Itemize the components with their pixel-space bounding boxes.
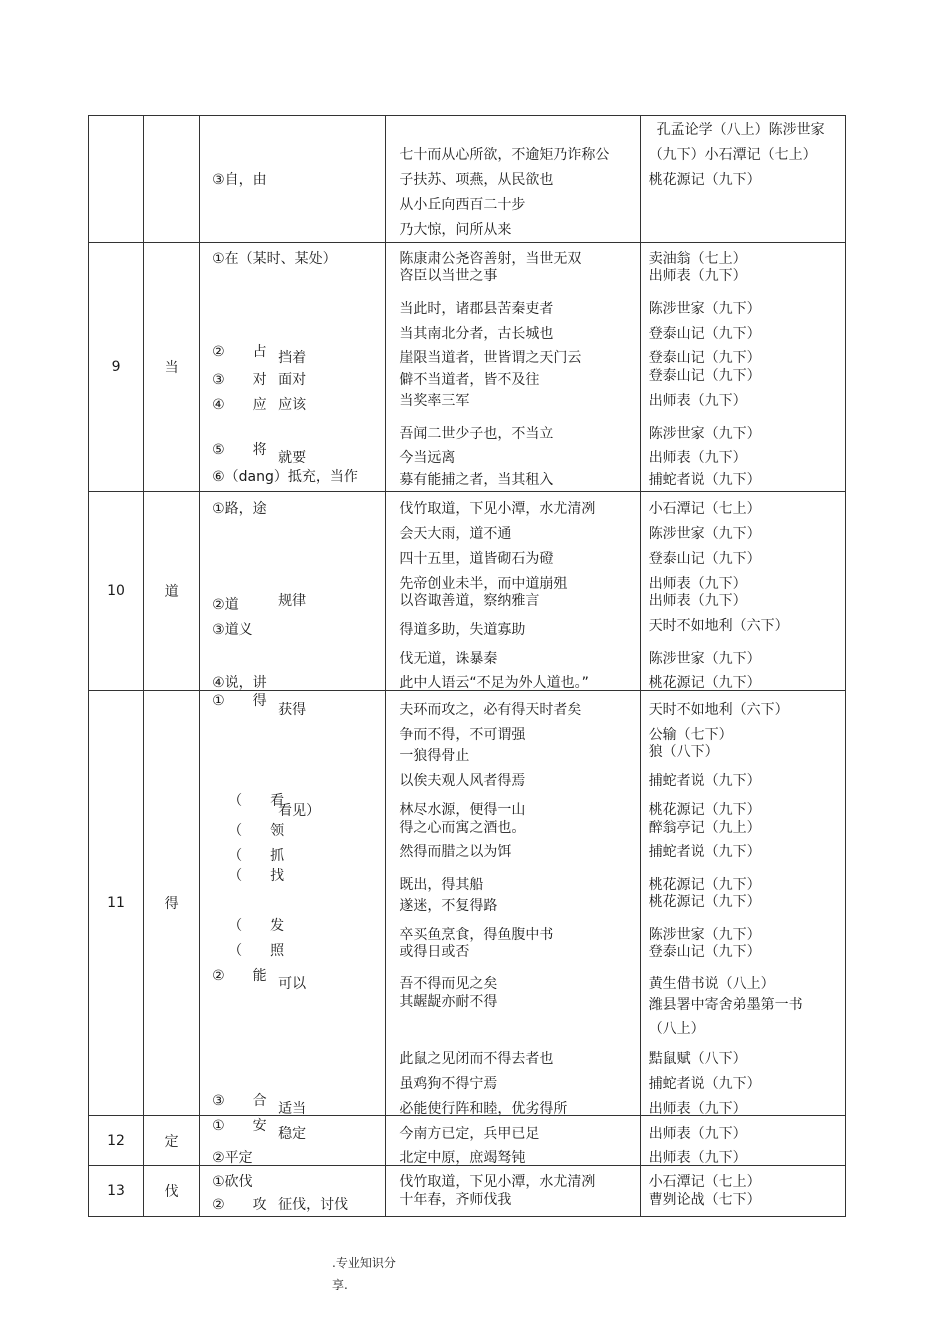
source-text: 天时不如地利（六下） <box>648 618 789 634</box>
example-sentence: 乃大惊，问所从来 <box>399 222 512 238</box>
source-text: 陈涉世家（九下） <box>648 301 761 317</box>
meaning-item: ⑥（dang）抵充，当作 <box>212 469 358 485</box>
example-sentence: 其龌龊亦耐不得 <box>399 994 498 1010</box>
example-sentence: 得道多助，失道寡助 <box>399 622 526 638</box>
source-text: 小石潭记（七上） <box>648 1174 761 1190</box>
meaning-gloss: 适当 <box>278 1101 307 1117</box>
example-sentence: 今当远离 <box>399 450 456 466</box>
row-character <box>144 116 200 243</box>
meaning-gloss: 面对 <box>278 372 307 388</box>
example-sentence: 陈康肃公尧咨善射，当世无双 <box>399 251 582 267</box>
source-cell <box>640 243 845 492</box>
source-text: 黠鼠赋（八下） <box>648 1051 747 1067</box>
source-text: （八上） <box>648 1021 705 1037</box>
footer-line: .专业知识分 <box>332 1256 396 1270</box>
row-character: 道 <box>144 492 200 691</box>
meaning-item: ① 安 <box>212 1118 267 1134</box>
example-sentence: 既出，得其船 <box>399 877 484 893</box>
row-number: 13 <box>89 1166 144 1217</box>
source-text: 陈涉世家（九下） <box>648 651 761 667</box>
source-text: 陈涉世家（九下） <box>648 927 761 943</box>
row-number: 9 <box>89 243 144 492</box>
meaning-item: ③道义 <box>212 622 253 638</box>
meaning-item: ①砍伐 <box>212 1174 253 1190</box>
meaning-item: （ 看 <box>228 793 285 809</box>
example-sentence: 伐无道，诛暴秦 <box>399 651 498 667</box>
source-text: 潍县署中寄舍弟墨第一书 <box>648 997 803 1013</box>
row-number <box>89 116 144 243</box>
meaning-cell <box>200 1116 386 1166</box>
source-text: 小石潭记（七上） <box>648 501 761 517</box>
row-character: 定 <box>144 1116 200 1166</box>
meaning-gloss: 规律 <box>278 593 307 609</box>
source-text: 捕蛇者说（九下） <box>648 773 761 789</box>
source-text: 出师表（九下） <box>648 1101 747 1117</box>
table-row <box>89 116 846 243</box>
meaning-item: ③ 对 <box>212 372 267 388</box>
table-row <box>89 243 846 492</box>
example-sentence: 北定中原，庶竭驽钝 <box>399 1150 526 1166</box>
example-sentence: 此中人语云“不足为外人道也。” <box>399 675 589 691</box>
source-text: 狼（八下） <box>648 744 719 760</box>
source-text: 捕蛇者说（九下） <box>648 1076 761 1092</box>
vocabulary-table <box>88 115 846 1217</box>
example-sentence: 当其南北分者，古长城也 <box>399 326 554 342</box>
example-cell <box>386 492 640 691</box>
example-sentence: 遂迷，不复得路 <box>399 898 498 914</box>
meaning-item: ①路，途 <box>212 501 267 517</box>
meaning-item: ②平定 <box>212 1150 253 1166</box>
meaning-item: ⑤ 将 <box>212 442 267 458</box>
meaning-item: （ 抓 <box>228 848 285 864</box>
meaning-item: （ 领 <box>228 823 285 839</box>
source-text: 出师表（九下） <box>648 393 747 409</box>
example-sentence: 吾不得而见之矣 <box>399 976 498 992</box>
meaning-cell <box>200 492 386 691</box>
example-sentence: 咨臣以当世之事 <box>399 268 498 284</box>
source-text: 天时不如地利（六下） <box>648 702 789 718</box>
meaning-cell <box>200 1166 386 1217</box>
example-sentence: 虽鸡狗不得宁焉 <box>399 1076 498 1092</box>
source-text: 捕蛇者说（九下） <box>648 844 761 860</box>
source-cell <box>640 492 845 691</box>
meaning-gloss: 就要 <box>278 450 307 466</box>
example-sentence: 以俟夫观人风者得焉 <box>399 773 526 789</box>
meaning-item: ② 能 <box>212 968 267 984</box>
example-sentence: 今南方已定，兵甲已足 <box>399 1126 540 1142</box>
source-text: 出师表（九下） <box>648 450 747 466</box>
row-number: 10 <box>89 492 144 691</box>
source-text: （九下）小石潭记（七上） <box>648 147 817 163</box>
source-cell <box>640 1116 845 1166</box>
source-cell <box>640 691 845 1116</box>
source-text: 桃花源记（九下） <box>648 894 761 910</box>
meaning-item: ④ 应 <box>212 397 267 413</box>
source-text: 孔孟论学（八上）陈涉世家 <box>656 122 825 138</box>
example-sentence: 四十五里，道皆砌石为磴 <box>399 551 554 567</box>
example-cell <box>386 116 640 243</box>
example-sentence: 伐竹取道，下见小潭，水尤清冽 <box>399 501 596 517</box>
example-cell <box>386 1116 640 1166</box>
meaning-gloss: 应该 <box>278 397 307 413</box>
example-sentence: 当此时，诸郡县苦秦吏者 <box>399 301 554 317</box>
row-number: 12 <box>89 1116 144 1166</box>
source-text: 桃花源记（九下） <box>648 172 761 188</box>
source-text: 公输（七下） <box>648 727 733 743</box>
row-number: 11 <box>89 691 144 1116</box>
example-sentence: 此鼠之见闭而不得去者也 <box>399 1051 554 1067</box>
meaning-item: ③ 合 <box>212 1093 267 1109</box>
source-text: 醉翁亭记（九上） <box>648 820 761 836</box>
example-cell <box>386 1166 640 1217</box>
meaning-item: ② 占 <box>212 344 267 360</box>
source-text: 出师表（九下） <box>648 576 747 592</box>
example-sentence: 然得而腊之以为饵 <box>399 844 512 860</box>
source-text: 登泰山记（九下） <box>648 944 761 960</box>
meaning-gloss: 征伐，讨伐 <box>278 1197 349 1213</box>
source-text: 登泰山记（九下） <box>648 350 761 366</box>
example-cell <box>386 243 640 492</box>
meaning-item: （ 照 <box>228 943 285 959</box>
example-sentence: 吾闻二世少子也，不当立 <box>399 426 554 442</box>
meaning-cell <box>200 243 386 492</box>
example-sentence: 从小丘向西百二十步 <box>399 197 526 213</box>
example-sentence: 得之心而寓之酒也。 <box>399 820 526 836</box>
example-sentence: 会天大雨，道不通 <box>399 526 512 542</box>
meaning-item: ④说，讲 <box>212 675 267 691</box>
example-sentence: 先帝创业未半，而中道崩殂 <box>399 576 568 592</box>
row-character: 得 <box>144 691 200 1116</box>
example-sentence: 僻不当道者，皆不及往 <box>399 372 540 388</box>
example-sentence: 夫环而攻之，必有得天时者矣 <box>399 702 582 718</box>
source-text: 黄生借书说（八上） <box>648 976 775 992</box>
source-text: 登泰山记（九下） <box>648 551 761 567</box>
example-sentence: 林尽水源，便得一山 <box>399 802 526 818</box>
meaning-gloss: 挡着 <box>278 350 307 366</box>
source-text: 曹刿论战（七下） <box>648 1192 761 1208</box>
source-text: 桃花源记（九下） <box>648 877 761 893</box>
page-footer <box>332 1252 396 1296</box>
example-sentence: 卒买鱼烹食，得鱼腹中书 <box>399 927 554 943</box>
meaning-cell <box>200 691 386 1116</box>
row-character: 伐 <box>144 1166 200 1217</box>
footer-line: 享. <box>332 1278 348 1292</box>
example-sentence: 或得日或否 <box>399 944 470 960</box>
source-text: 陈涉世家（九下） <box>648 526 761 542</box>
source-text: 桃花源记（九下） <box>648 802 761 818</box>
source-text: 出师表（九下） <box>648 1150 747 1166</box>
source-text: 登泰山记（九下） <box>648 368 761 384</box>
source-text: 桃花源记（九下） <box>648 675 761 691</box>
meaning-item: ② 攻 <box>212 1197 267 1213</box>
example-sentence: 募有能捕之者，当其租入 <box>399 472 554 488</box>
source-text: 卖油翁（七上） <box>648 251 747 267</box>
meaning-item: （ 发 <box>228 918 285 934</box>
source-text: 登泰山记（九下） <box>648 326 761 342</box>
example-sentence: 伐竹取道，下见小潭，水尤清冽 <box>399 1174 596 1190</box>
example-sentence: 一狼得骨止 <box>399 748 470 764</box>
table-row <box>89 691 846 1116</box>
example-sentence: 十年春，齐师伐我 <box>399 1192 512 1208</box>
meaning-gloss: 稳定 <box>278 1126 307 1142</box>
source-text: 出师表（九下） <box>648 593 747 609</box>
table-row <box>89 1166 846 1217</box>
source-text: 出师表（九下） <box>648 268 747 284</box>
meaning-cell <box>200 116 386 243</box>
source-cell <box>640 116 845 243</box>
row-character: 当 <box>144 243 200 492</box>
example-sentence: 子扶苏、项燕，从民欲也 <box>399 172 554 188</box>
example-cell <box>386 691 640 1116</box>
table-row <box>89 1116 846 1166</box>
meaning-item: ③自，由 <box>212 172 267 188</box>
example-sentence: 崖限当道者，世皆谓之天门云 <box>399 350 582 366</box>
table-row <box>89 492 846 691</box>
meaning-item: ①在（某时、某处） <box>212 251 337 267</box>
source-text: 陈涉世家（九下） <box>648 426 761 442</box>
source-cell <box>640 1166 845 1217</box>
example-sentence: 当奖率三军 <box>399 393 470 409</box>
example-sentence: 以咨诹善道，察纳雅言 <box>399 593 540 609</box>
meaning-item: （ 找 <box>228 868 285 884</box>
example-sentence: 争而不得，不可谓强 <box>399 727 526 743</box>
example-sentence: 七十而从心所欲，不逾矩乃诈称公 <box>399 147 610 163</box>
meaning-item: ① 得 <box>212 693 267 709</box>
meaning-gloss: 可以 <box>278 976 307 992</box>
meaning-gloss: 看见） <box>278 803 321 819</box>
source-text: 出师表（九下） <box>648 1126 747 1142</box>
source-text: 捕蛇者说（九下） <box>648 472 761 488</box>
example-sentence: 必能使行阵和睦，优劣得所 <box>399 1101 568 1117</box>
meaning-item: ②道 <box>212 597 239 613</box>
meaning-gloss: 获得 <box>278 702 307 718</box>
